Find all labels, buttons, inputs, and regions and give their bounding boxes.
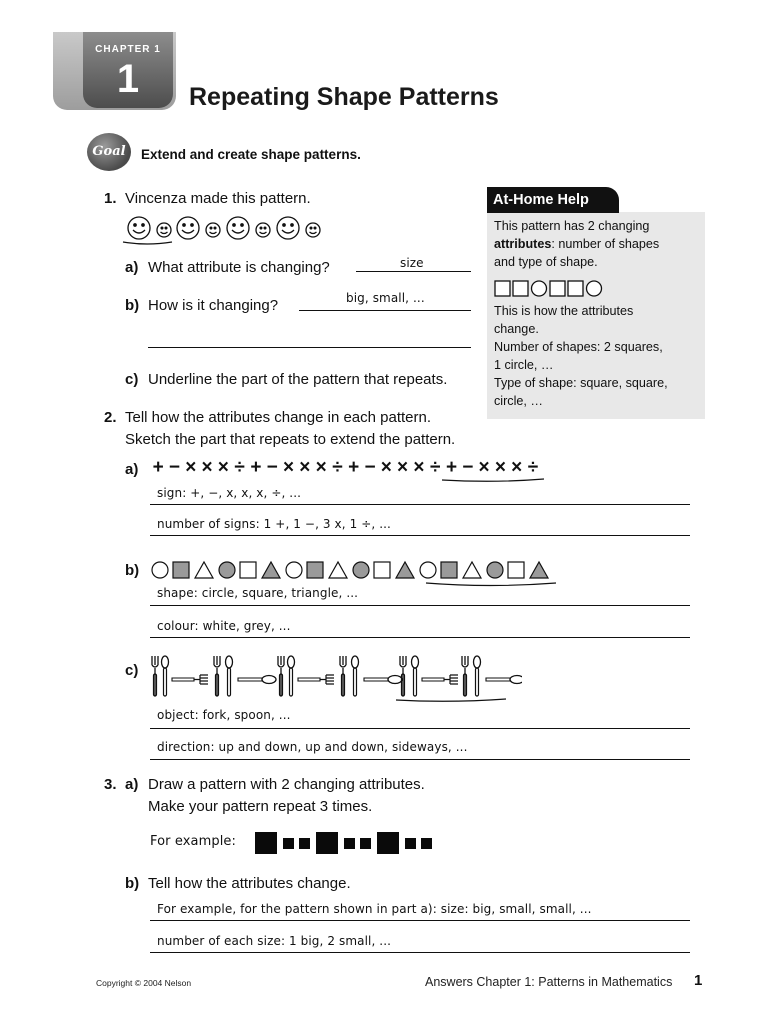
sign-glyph: × xyxy=(282,457,295,478)
sign-glyph: − xyxy=(168,457,180,478)
q2b-answer-1: shape: circle, square, triangle, ... xyxy=(157,586,359,600)
sign-glyph: × xyxy=(217,457,229,478)
q2-number: 2. xyxy=(104,409,117,426)
q3a-example-label: For example: xyxy=(150,834,236,849)
footer-page-number: 1 xyxy=(694,972,703,989)
q2a-answer-line-1 xyxy=(150,504,690,505)
q2-text-1: Tell how the attributes change in each pattern. xyxy=(125,409,432,426)
sign-glyph: + xyxy=(152,457,164,478)
sign-glyph: × xyxy=(380,457,392,478)
sign-glyph: + xyxy=(445,457,458,478)
sign-glyph: − xyxy=(364,457,376,478)
sign-glyph: × xyxy=(201,457,213,478)
q2c-answer-line-2 xyxy=(150,759,690,760)
q1a-text: What attribute is changing? xyxy=(148,259,330,276)
help-bold-word: attributes xyxy=(494,237,552,251)
q2a-answer-1: sign: +, −, x, x, x, ÷, ... xyxy=(157,486,302,500)
sign-glyph: × xyxy=(511,457,523,478)
sign-glyph: ÷ xyxy=(234,457,245,478)
chapter-number: 1 xyxy=(116,57,140,101)
sign-glyph: − xyxy=(266,457,278,478)
q1b-answer-line xyxy=(299,310,471,311)
q1a-answer-line xyxy=(356,271,471,272)
help-text-2-rest: : number of shapes xyxy=(551,237,660,251)
q2c-answer-1: object: fork, spoon, ... xyxy=(157,708,291,722)
goal-statement: Extend and create shape patterns. xyxy=(141,147,361,162)
q2b-answer-2: colour: white, grey, ... xyxy=(157,619,291,633)
q2c-answer-2: direction: up and down, up and down, sideways, ... xyxy=(157,740,468,754)
q2-text-2: Sketch the part that repeats to extend the pattern. xyxy=(125,431,456,448)
q1b-answer: big, small, ... xyxy=(346,291,425,305)
q1a-answer: size xyxy=(400,256,424,270)
sign-glyph: ÷ xyxy=(332,457,343,478)
footer-chapter: Answers Chapter 1: Patterns in Mathematics xyxy=(425,975,673,989)
help-text-6: Number of shapes: 2 squares, xyxy=(494,340,663,354)
q3b-answer-line-1 xyxy=(150,920,690,921)
help-text-8: Type of shape: square, square, xyxy=(494,376,668,390)
q3a-square-pattern xyxy=(255,830,439,856)
chapter-tab xyxy=(53,32,176,110)
sign-glyph: + xyxy=(250,457,262,478)
sign-glyph: × xyxy=(299,457,311,478)
page-title: Repeating Shape Patterns xyxy=(189,83,499,111)
q2b-answer-line-2 xyxy=(150,637,690,638)
q2a-label: a) xyxy=(125,461,139,478)
sign-glyph: − xyxy=(462,457,474,478)
q3b-label: b) xyxy=(125,875,140,892)
q1b-text: How is it changing? xyxy=(148,297,279,314)
q1b-label: b) xyxy=(125,297,140,314)
help-text-2 xyxy=(494,237,659,251)
sign-glyph: ÷ xyxy=(429,457,441,478)
q1c-label: c) xyxy=(125,371,139,388)
footer-copyright: Copyright © 2004 Nelson xyxy=(96,978,192,988)
q3b-answer-2: number of each size: 1 big, 2 small, ... xyxy=(157,934,392,948)
q2b-label: b) xyxy=(125,562,140,579)
sign-glyph: × xyxy=(478,457,490,478)
help-text-5: change. xyxy=(494,322,539,336)
q3a-label: a) xyxy=(125,776,139,793)
q3a-text-1: Draw a pattern with 2 changing attributes. xyxy=(148,776,425,793)
help-text-4: This is how the attributes xyxy=(494,304,634,318)
help-text-3: and type of shape. xyxy=(494,255,598,269)
goal-badge-label: Goal xyxy=(92,144,126,159)
q2b-answer-line-1 xyxy=(150,605,690,606)
q2c-answer-line-1 xyxy=(150,728,690,729)
sign-glyph: ÷ xyxy=(527,457,539,478)
q2c-label: c) xyxy=(125,662,139,679)
sign-glyph: × xyxy=(413,457,425,478)
q2a-answer-2: number of signs: 1 +, 1 −, 3 x, 1 ÷, ... xyxy=(157,517,391,531)
q3b-answer-1: For example, for the pattern shown in part a): size: big, small, small, ... xyxy=(157,902,592,916)
help-text-1: This pattern has 2 changing xyxy=(494,219,650,233)
help-header: At-Home Help xyxy=(487,187,619,213)
sign-glyph: × xyxy=(315,457,327,478)
q2a-underline xyxy=(440,476,550,484)
help-text-9: circle, … xyxy=(494,394,543,408)
q1-number: 1. xyxy=(104,190,117,207)
q1b-answer-line-2 xyxy=(148,347,471,348)
help-text-7: 1 circle, … xyxy=(494,358,554,372)
q3b-text: Tell how the attributes change. xyxy=(148,875,351,892)
q2a-answer-line-2 xyxy=(150,535,690,536)
q1-text: Vincenza made this pattern. xyxy=(125,190,311,207)
q2c-utensil-pattern xyxy=(150,652,522,704)
sign-glyph: × xyxy=(494,457,506,478)
sign-glyph: × xyxy=(185,457,197,478)
q3a-text-2: Make your pattern repeat 3 times. xyxy=(148,798,373,815)
q3-number: 3. xyxy=(104,776,117,793)
sign-glyph: × xyxy=(397,457,409,478)
q1c-text: Underline the part of the pattern that repeats. xyxy=(148,371,448,388)
goal-badge xyxy=(87,133,131,171)
chapter-label: CHAPTER 1 xyxy=(95,44,161,55)
sign-glyph: + xyxy=(348,457,360,478)
q1a-label: a) xyxy=(125,259,139,276)
help-pattern-shapes xyxy=(494,280,618,298)
q2b-shape-pattern xyxy=(150,558,562,588)
q3b-answer-line-2 xyxy=(150,952,690,953)
q1-smiley-pattern xyxy=(122,214,332,248)
